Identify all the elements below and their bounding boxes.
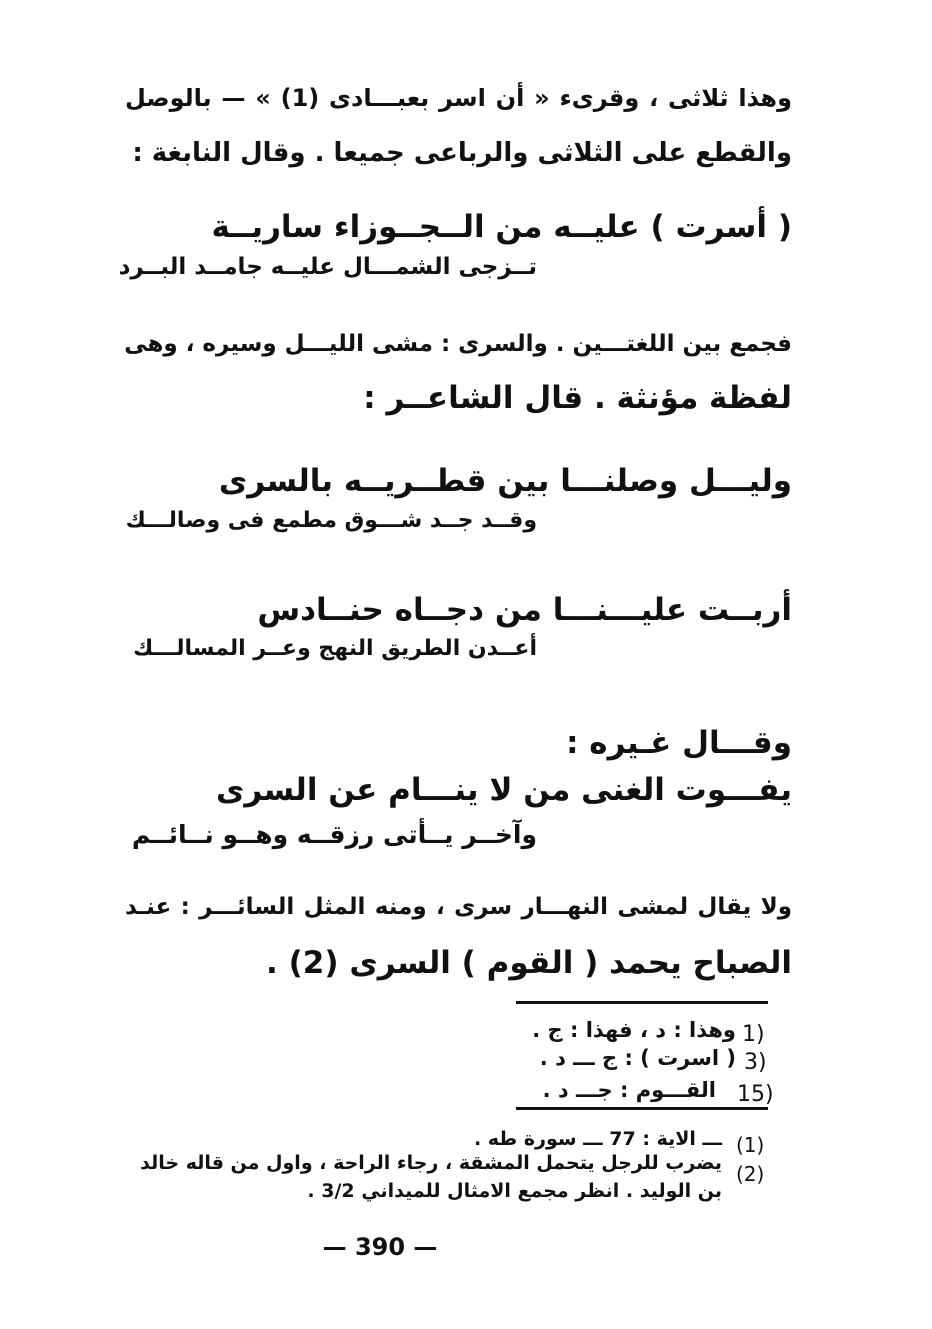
variant-note: ( اسرت ) : ج ـــ د . <box>539 1046 736 1070</box>
page-number: — 390 — <box>322 1233 438 1261</box>
footnote-text: بن الوليد . انظر مجمع الامثال للميداني 3/2 . <box>307 1180 722 1202</box>
variant-note-number: 15) <box>737 1082 774 1107</box>
footnote-text: ـــ الاية : 77 ـــ سورة طه . <box>473 1128 722 1150</box>
footnote-number: (1) <box>736 1133 765 1157</box>
body-line-2: والقطع على الثلاثى والرباعى جميعا . وقال النابغة : <box>132 138 792 168</box>
variant-notes-rule <box>516 1001 768 1004</box>
verse-line-8: وآخــر يــأتى رزقــه وهــو نــائــم <box>131 820 537 849</box>
footnotes-rule <box>516 1107 768 1110</box>
body-line-4: لفظة مؤنثة . قال الشاعــر : <box>363 380 792 416</box>
body-line-6: ولا يقال لمشى النهـــار سرى ، ومنه المثل السائـــر : عنـد <box>125 894 792 920</box>
footnote-number: (2) <box>736 1162 765 1186</box>
verse-line-6: أعــدن الطريق النهج وعــر المسالـــك <box>133 636 537 661</box>
verse-line-3: وليـــل وصلنـــا بين قطــريــه بالسرى <box>218 463 792 499</box>
variant-note-number: 3) <box>744 1050 767 1075</box>
body-line-7: الصباح يحمد ( القوم ) السرى (2) . <box>266 945 792 981</box>
body-line-3: فجمع بين اللغتـــين . والسرى : مشى الليـــل وسيره ، وهى <box>124 331 792 357</box>
variant-note: القـــوم : جـــ د . <box>542 1078 716 1102</box>
body-line-1: وهذا ثلاثى ، وقرىء « أن اسر بعبـــادى (1) » — بالوصل <box>125 84 792 112</box>
verse-line-4: وقــد جــد شـــوق مطمع فى وصالـــك <box>125 508 537 533</box>
verse-line-5: أربــت عليـــنـــا من دجــاه حنــادس <box>257 592 792 628</box>
body-line-5: وقـــال غـيره : <box>566 725 792 761</box>
variant-note: وهذا : د ، فهذا : ج . <box>532 1018 736 1042</box>
verse-line-7: يفـــوت الغنى من لا ينـــام عن السرى <box>215 772 792 808</box>
verse-line-2: تــزجى الشمـــال عليــه جامــد البــرد <box>118 254 537 280</box>
verse-line-1: ( أسرت ) عليــه من الــجــوزاء ساريــة <box>211 209 792 245</box>
footnote-text: يضرب للرجل يتحمل المشقة ، رجاء الراحة ، واول من قاله خالد <box>140 1152 722 1174</box>
variant-note-number: 1) <box>742 1022 765 1047</box>
